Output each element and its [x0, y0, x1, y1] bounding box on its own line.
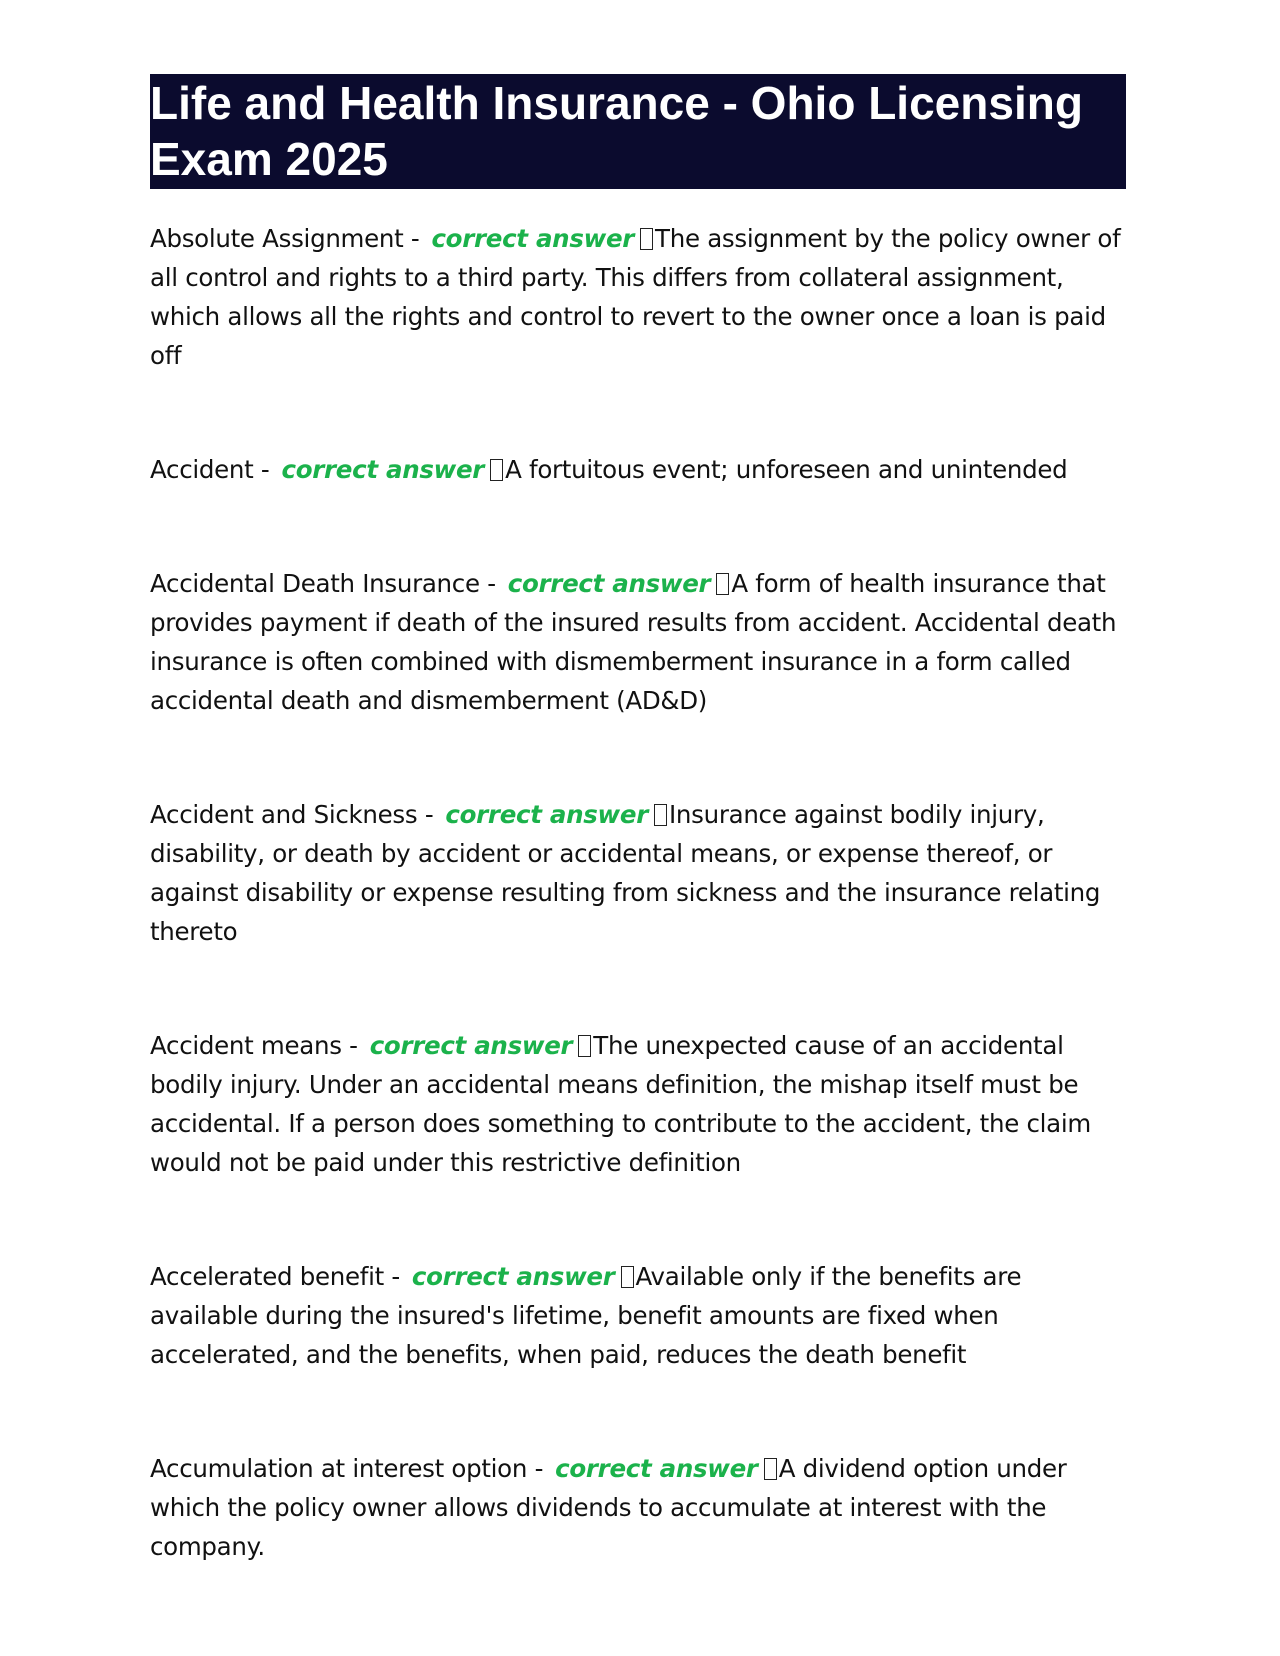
entry-term: Accelerated benefit -	[150, 1262, 400, 1291]
missing-glyph-icon	[716, 573, 729, 595]
missing-glyph-icon	[490, 459, 503, 481]
entry-definition: The unexpected cause of an accidental bodily injury. Under an accidental means definition, the mishap itself must be accidental. If a person does something to contribute to the accident, the claim would not be paid under this restrictive definition	[150, 1031, 1091, 1177]
correct-answer-label: correct answer	[281, 455, 485, 484]
glossary-entry	[150, 1026, 1126, 1182]
correct-answer-label: correct answer	[445, 800, 648, 829]
glossary-entry	[150, 564, 1126, 720]
entry-definition: A form of health insurance that provides payment if death of the insured results from accident. Accidental death insurance is often combined with dismemberment insurance in a form called accidental death and dismemberment (AD&D)	[150, 569, 1117, 715]
entry-term: Accidental Death Insurance -	[150, 569, 496, 598]
glossary-entry	[150, 219, 1126, 375]
missing-glyph-icon	[640, 228, 653, 250]
correct-answer-label: correct answer	[507, 569, 711, 598]
missing-glyph-icon	[654, 804, 667, 826]
correct-answer-label: correct answer	[411, 1262, 615, 1291]
document-title: Life and Health Insurance - Ohio Licensing Exam 2025	[150, 74, 1126, 189]
correct-answer-label: correct answer	[555, 1454, 758, 1483]
entry-definition: Insurance against bodily injury, disability, or death by accident or accidental means, or expense thereof, or against disability or expense resulting from sickness and the insurance relating thereto	[150, 800, 1101, 946]
correct-answer-label: correct answer	[369, 1031, 573, 1060]
correct-answer-label: correct answer	[431, 224, 635, 253]
entry-term: Accident -	[150, 455, 270, 484]
entry-definition: The assignment by the policy owner of all control and rights to a third party. This differs from collateral assignment, which allows all the rights and control to revert to the owner once a loan is paid off	[150, 224, 1121, 370]
missing-glyph-icon	[621, 1266, 634, 1288]
glossary-entry	[150, 1449, 1126, 1566]
entry-definition: Available only if the benefits are available during the insured's lifetime, benefit amounts are fixed when accelerated, and the benefits, when paid, reduces the death benefit	[150, 1262, 1022, 1369]
entry-term: Absolute Assignment -	[150, 224, 420, 253]
missing-glyph-icon	[578, 1035, 591, 1057]
entry-term: Accident means -	[150, 1031, 358, 1060]
glossary-entry	[150, 450, 1126, 489]
entry-definition: A dividend option under which the policy owner allows dividends to accumulate at interest with the company.	[150, 1454, 1067, 1561]
glossary-list	[150, 219, 1126, 1566]
missing-glyph-icon	[764, 1458, 777, 1480]
glossary-entry	[150, 1257, 1126, 1374]
entry-term: Accumulation at interest option -	[150, 1454, 544, 1483]
entry-term: Accident and Sickness -	[150, 800, 434, 829]
glossary-entry	[150, 795, 1126, 951]
entry-definition: A fortuitous event; unforeseen and unintended	[505, 455, 1068, 484]
document-page	[150, 74, 1126, 1641]
